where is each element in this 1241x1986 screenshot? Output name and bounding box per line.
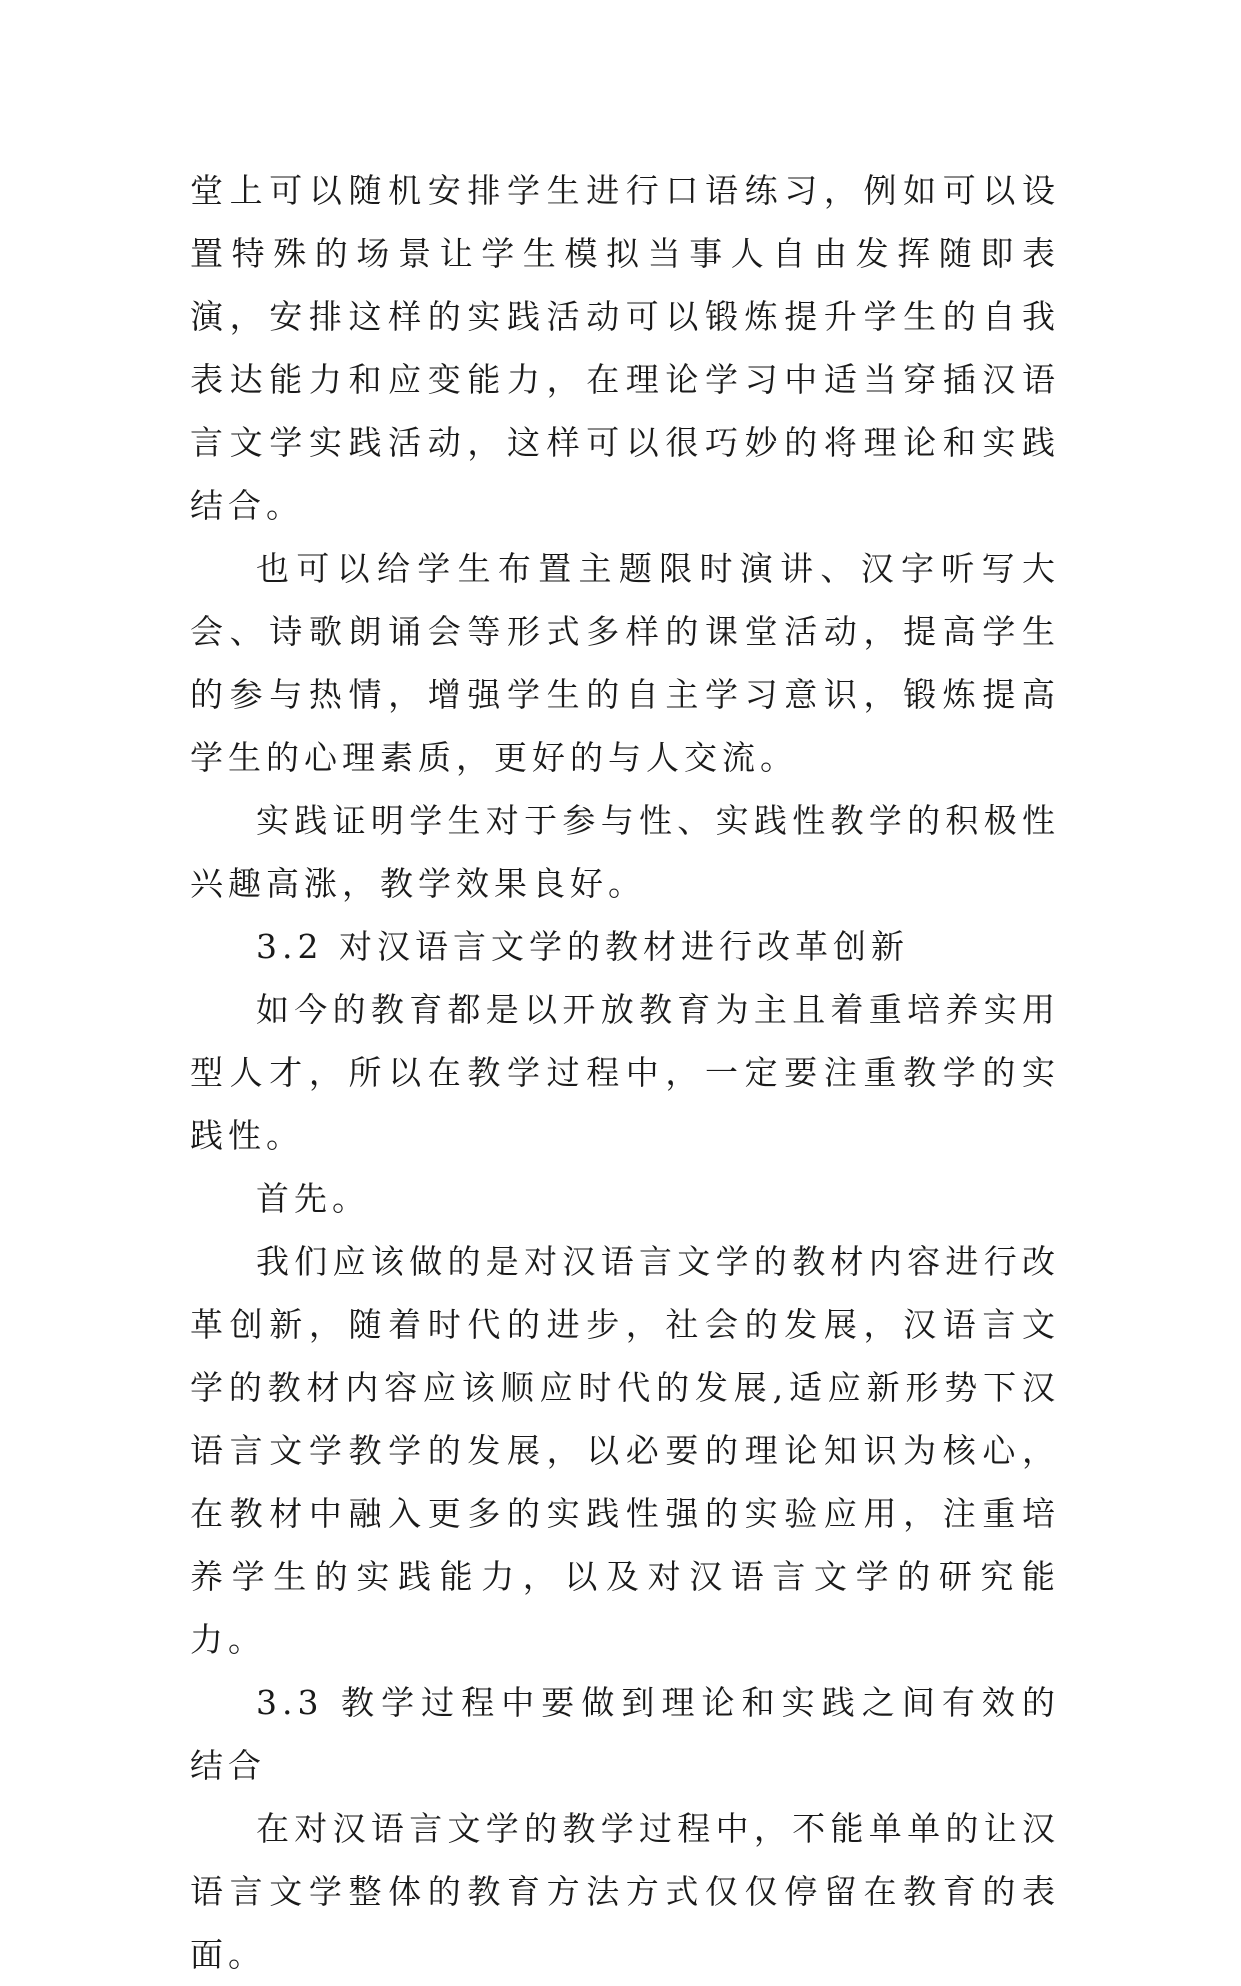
- paragraph: 在对汉语言文学的教学过程中，不能单单的让汉语言文学整体的教育方法方式仅仅停留在教育的表面。: [190, 1809, 1060, 1974]
- paragraph: 实践证明学生对于参与性、实践性教学的积极性兴趣高涨，教学效果良好。: [190, 801, 1060, 903]
- paragraph: 也可以给学生布置主题限时演讲、汉字听写大会、诗歌朗诵会等形式多样的课堂活动，提高学生的参与热情，增强学生的自主学习意识，锻炼提高学生的心理素质，更好的与人交流。: [190, 549, 1060, 777]
- paragraph: 我们应该做的是对汉语言文学的教材内容进行改革创新，随着时代的进步，社会的发展，汉语言文学的教材内容应该顺应时代的发展,适应新形势下汉语言文学教学的发展，以必要的理论知识为核心，在教材中融入更多的实践性强的实验应用，注重培养学生的实践能力，以及对汉语言文学的研究能力。: [190, 1242, 1060, 1659]
- section-heading-3-2: 3.2 对汉语言文学的教材进行改革创新: [256, 927, 909, 966]
- document-body: [190, 159, 1060, 1986]
- paragraph: 如今的教育都是以开放教育为主且着重培养实用型人才，所以在教学过程中，一定要注重教学的实践性。: [190, 990, 1060, 1155]
- section-heading-3-3: 3.3 教学过程中要做到理论和实践之间有效的结合: [190, 1683, 1060, 1785]
- paragraph: 首先。: [256, 1179, 370, 1218]
- paragraph-continuation: 堂上可以随机安排学生进行口语练习，例如可以设置特殊的场景让学生模拟当事人自由发挥随即表演，安排这样的实践活动可以锻炼提升学生的自我表达能力和应变能力，在理论学习中适当穿插汉语言文学实践活动，这样可以很巧妙的将理论和实践结合。: [190, 171, 1060, 525]
